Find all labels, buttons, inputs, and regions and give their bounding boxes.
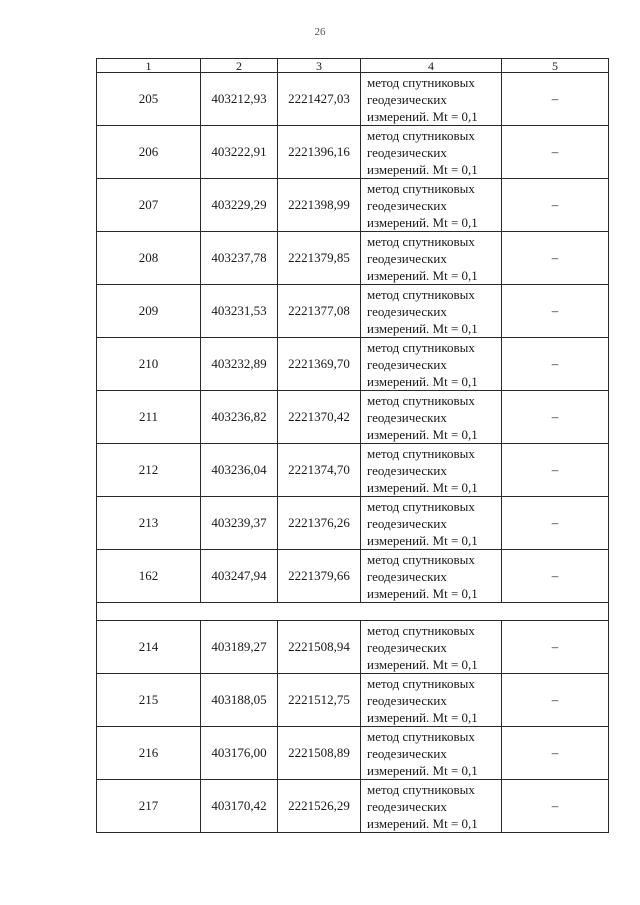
method-cell [361,232,502,285]
method-line: геодезических [367,692,447,708]
method-cell [361,73,502,126]
method-cell [361,126,502,179]
table-row [97,232,609,285]
method-line: геодезических [367,462,447,478]
x-coordinate-cell: 403188,05 [201,674,278,727]
method-line: метод спутниковых [367,180,475,196]
method-line: измерений. Mt = 0,1 [367,214,478,230]
x-coordinate-cell: 403232,89 [201,338,278,391]
y-coordinate-cell: 2221377,08 [278,285,361,338]
table-row [97,338,609,391]
table-header [97,59,609,73]
y-coordinate-cell: 2221526,29 [278,780,361,833]
method-line: геодезических [367,568,447,584]
method-cell [361,338,502,391]
x-coordinate-cell: 403176,00 [201,727,278,780]
method-line: измерений. Mt = 0,1 [367,161,478,177]
point-number-cell: 162 [97,550,201,603]
method-cell [361,179,502,232]
method-cell [361,550,502,603]
y-coordinate-cell: 2221508,94 [278,621,361,674]
x-coordinate-cell: 403239,37 [201,497,278,550]
x-coordinate-cell: 403236,82 [201,391,278,444]
method-line: геодезических [367,798,447,814]
x-coordinate-cell: 403170,42 [201,780,278,833]
method-line: метод спутниковых [367,74,475,90]
note-cell: – [502,497,609,550]
y-coordinate-cell: 2221379,66 [278,550,361,603]
note-cell: – [502,232,609,285]
method-line: метод спутниковых [367,127,475,143]
y-coordinate-cell: 2221369,70 [278,338,361,391]
method-line: геодезических [367,250,447,266]
method-line: метод спутниковых [367,286,475,302]
header-col-5: 5 [502,59,609,73]
y-coordinate-cell: 2221370,42 [278,391,361,444]
method-line: геодезических [367,197,447,213]
method-line: метод спутниковых [367,728,475,744]
table-body [97,73,609,833]
method-line: метод спутниковых [367,622,475,638]
header-col-3: 3 [278,59,361,73]
coordinates-table [96,58,609,833]
method-line: геодезических [367,144,447,160]
table-row [97,285,609,338]
point-number-cell: 208 [97,232,201,285]
method-line: измерений. Mt = 0,1 [367,479,478,495]
x-coordinate-cell: 403236,04 [201,444,278,497]
separator-cell [97,603,609,621]
point-number-cell: 216 [97,727,201,780]
method-line: метод спутниковых [367,233,475,249]
method-line: измерений. Mt = 0,1 [367,709,478,725]
header-col-2: 2 [201,59,278,73]
point-number-cell: 212 [97,444,201,497]
method-cell [361,674,502,727]
table-row [97,126,609,179]
point-number-cell: 207 [97,179,201,232]
point-number-cell: 205 [97,73,201,126]
method-line: метод спутниковых [367,551,475,567]
method-line: геодезических [367,91,447,107]
method-line: метод спутниковых [367,445,475,461]
y-coordinate-cell: 2221512,75 [278,674,361,727]
table-row [97,179,609,232]
y-coordinate-cell: 2221508,89 [278,727,361,780]
header-col-4: 4 [361,59,502,73]
method-cell [361,780,502,833]
point-number-cell: 209 [97,285,201,338]
method-cell [361,727,502,780]
y-coordinate-cell: 2221379,85 [278,232,361,285]
x-coordinate-cell: 403212,93 [201,73,278,126]
page-number: 26 [314,26,326,38]
method-line: измерений. Mt = 0,1 [367,532,478,548]
note-cell: – [502,338,609,391]
y-coordinate-cell: 2221396,16 [278,126,361,179]
x-coordinate-cell: 403222,91 [201,126,278,179]
note-cell: – [502,285,609,338]
method-line: метод спутниковых [367,498,475,514]
method-cell [361,391,502,444]
point-number-cell: 213 [97,497,201,550]
method-line: измерений. Mt = 0,1 [367,108,478,124]
separator-row [97,603,609,621]
point-number-cell: 217 [97,780,201,833]
point-number-cell: 215 [97,674,201,727]
x-coordinate-cell: 403229,29 [201,179,278,232]
x-coordinate-cell: 403231,53 [201,285,278,338]
method-line: геодезических [367,356,447,372]
y-coordinate-cell: 2221376,26 [278,497,361,550]
method-cell [361,621,502,674]
x-coordinate-cell: 403247,94 [201,550,278,603]
method-line: измерений. Mt = 0,1 [367,656,478,672]
method-cell [361,497,502,550]
method-line: геодезических [367,303,447,319]
note-cell: – [502,391,609,444]
method-line: измерений. Mt = 0,1 [367,762,478,778]
method-cell [361,444,502,497]
point-number-cell: 211 [97,391,201,444]
table-row [97,727,609,780]
method-line: геодезических [367,639,447,655]
point-number-cell: 206 [97,126,201,179]
table-row [97,550,609,603]
table-row [97,621,609,674]
note-cell: – [502,550,609,603]
method-line: метод спутниковых [367,675,475,691]
note-cell: – [502,674,609,727]
note-cell: – [502,73,609,126]
method-line: измерений. Mt = 0,1 [367,320,478,336]
method-line: геодезических [367,515,447,531]
x-coordinate-cell: 403189,27 [201,621,278,674]
table-row [97,674,609,727]
point-number-cell: 214 [97,621,201,674]
table-row [97,780,609,833]
note-cell: – [502,621,609,674]
method-line: геодезических [367,745,447,761]
header-col-1: 1 [97,59,201,73]
method-line: метод спутниковых [367,339,475,355]
method-line: измерений. Mt = 0,1 [367,373,478,389]
method-line: геодезических [367,409,447,425]
note-cell: – [502,126,609,179]
x-coordinate-cell: 403237,78 [201,232,278,285]
y-coordinate-cell: 2221374,70 [278,444,361,497]
method-line: измерений. Mt = 0,1 [367,426,478,442]
table-row [97,73,609,126]
method-line: метод спутниковых [367,392,475,408]
table-row [97,444,609,497]
note-cell: – [502,444,609,497]
table-row [97,497,609,550]
table-row [97,391,609,444]
y-coordinate-cell: 2221398,99 [278,179,361,232]
point-number-cell: 210 [97,338,201,391]
method-line: измерений. Mt = 0,1 [367,815,478,831]
method-line: измерений. Mt = 0,1 [367,267,478,283]
note-cell: – [502,727,609,780]
method-line: измерений. Mt = 0,1 [367,585,478,601]
header-row [97,59,609,73]
note-cell: – [502,179,609,232]
note-cell: – [502,780,609,833]
y-coordinate-cell: 2221427,03 [278,73,361,126]
method-line: метод спутниковых [367,781,475,797]
method-cell [361,285,502,338]
